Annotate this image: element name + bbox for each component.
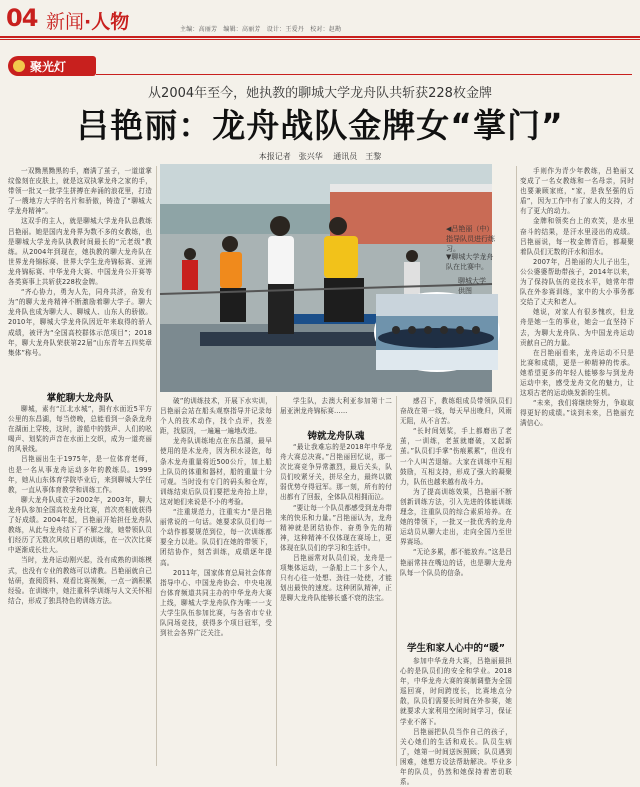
- paragraph: 在吕艳丽看来，龙舟运动不只是比赛和成绩，更是一种精神的传承。她希望更多的年轻人能够参与到龙舟运动中来，感受龙舟文化的魅力，让这项古老的运动焕发新的生机。: [520, 348, 634, 398]
- article-column-5: [520, 166, 634, 766]
- byline-reporter: 本报记者 张兴华: [258, 152, 323, 161]
- paragraph: “齐心协力，勇为人先，同舟共济，奋发有为”的聊大龙舟精神不断激励着聊大学子。聊大龙舟队也成为聊大人、聊城人、山东人的骄傲。2010年，聊城大学龙舟队因近年来取得的骄人成绩，被评为“全国高校群体示范项目”；2018年，聊大龙舟队荣获第22届“山东青年五四奖章集体”称号。: [8, 288, 152, 357]
- header-rule: [0, 36, 640, 38]
- paragraph: 为了提高训练效果，吕艳丽不断创新训练方法，引入先进的体能训练理念，注重队员的综合素质培养。在她的带领下，一批又一批优秀的龙舟运动员从聊大走出，走向全国乃至世界赛场。: [400, 487, 512, 547]
- article-column-3-lead: [280, 396, 392, 426]
- paragraph: 手则作为青少年教练，吕艳丽又变成了一名女教练和一名母亲，同时也要兼顾家庭，“家，是我坚强的后盾”，因为工作中有了家人的支持，才有了更大的动力。: [520, 167, 634, 216]
- paragraph: “无论多累，都不能放弃。”这是吕艳丽常挂在嘴边的话，也是聊大龙舟队每一个队员的信条。: [400, 548, 512, 577]
- column-rule: [156, 166, 157, 766]
- paragraph: 2007年，吕艳丽的大儿子出生，公公婆婆帮助带孩子，2014年以来，为了保持队伍的竞技水平，她常年带队在外参赛训练，家中的大小事务都交给了丈夫和老人。: [520, 257, 634, 307]
- paragraph: “未来，我们将继续努力，争取取得更好的成绩。”谈到未来，吕艳丽充满信心。: [520, 399, 634, 428]
- article-column-4: [400, 396, 512, 636]
- subhead-1: 掌舵聊大龙舟队: [46, 393, 114, 404]
- paragraph: 聊城，素有“江北水城”，拥有水面近5平方公里的东昌湖，每当傍晚，总能看到一条条龙舟在湖面上穿梭，这时，游船中的鼓声、人们的吆喝声、划桨的声音在水面上交织，成为一道亮丽的风景线。: [8, 405, 152, 454]
- paragraph: 破”的训练技术，开展下水实训，吕艳丽会站在船头观察指导并记录每个人的技术动作，找个点评，找差距，找原因，一遍遍一遍地改进。: [160, 397, 272, 436]
- column-rule: [516, 166, 517, 766]
- race-inset-photo: [374, 292, 500, 372]
- section-name-a: 新闻: [46, 11, 85, 33]
- section-name: [46, 7, 129, 34]
- page-header: [0, 0, 640, 38]
- race-scene-illustration: [376, 294, 498, 370]
- article-subtitle: 从2004年至今，她执教的聊城大学龙舟队共斩获228枚金牌: [148, 86, 492, 101]
- paragraph: 吕艳丽出生于1975年，是一位体育老师，也是一名从事龙舟运动多年的教练员。1999年，她从山东体育学院毕业后，来到聊城大学任教，一直从事体育教学和训练工作。: [8, 455, 152, 494]
- section-name-b: 人物: [91, 11, 130, 33]
- byline: [0, 151, 640, 162]
- paragraph: 这双手的主人，就是聊城大学龙舟队总教练吕艳丽。她是国内龙舟界为数不多的女教练，也是聊城大学龙舟队执教时间最长的“元老级”教练。从2004年到现在，她执教的聊大龙舟队在世界龙舟锦标赛、世界大学生龙舟锦标赛、亚洲龙舟锦标赛、中华龙舟大赛、中国龙舟公开赛等各类赛事上共斩获228枚金牌。: [8, 217, 152, 287]
- subhead-2: 铸就龙舟队魂: [307, 431, 365, 442]
- page-number: 04: [6, 4, 38, 32]
- subhead-3: 学生和家人心中的“暖”: [407, 643, 505, 654]
- badge-rule: [96, 74, 632, 75]
- paragraph: “注重规范力，注重实力”是吕艳丽常说的一句话。她要求队员们每一个动作都要规范到位，每一次训练都要全力以赴。队员们在她的带领下，团结协作，刻苦训练，成绩逐年提高。: [160, 508, 272, 567]
- editor-credits: 主编：高丽芳 编辑：高丽芳 设计：王爱丹 校对：赵勘: [180, 26, 342, 33]
- paragraph: “要让每一个队员都感受到龙舟带来的快乐和力量。”吕艳丽认为，龙舟精神就是团结协作、奋勇争先的精神，这种精神不仅体现在赛场上，更体现在队员们的学习和生活中。: [280, 503, 392, 552]
- paragraph: “最让我难忘的是2018年中华龙舟大赛总决赛。”吕艳丽回忆说，那一次比赛竞争异常激烈，最后关头，队员们咬紧牙关，拼尽全力，最终以微弱优势夺得冠军。那一刻，所有的付出都有了回报，全体队员相拥而泣。: [280, 443, 392, 502]
- article-column-2: [160, 396, 272, 766]
- photo-caption-inset: ▼聊城大学龙舟队在比赛中。: [446, 253, 494, 271]
- column-badge: [8, 56, 96, 76]
- column-rule: [396, 396, 397, 766]
- column-badge-label: 聚光灯: [30, 60, 67, 74]
- article-column-1b: [8, 404, 152, 766]
- paragraph: 聊大龙舟队成立于2002年，2003年，聊大龙舟队参加全国高校龙舟比赛，首次亮相就获得了好成绩。2004年起，吕艳丽开始担任龙舟队教练，从此与龙舟结下了不解之缘，她带领队员们经历了无数次风吹日晒的训练，在一次次比赛中逐渐成长壮大。: [8, 495, 152, 555]
- spotlight-icon: [13, 60, 25, 72]
- paragraph: 2011年，国家体育总局社会体育指导中心、中国龙舟协会、中央电视台体育频道共同主办的中华龙舟大赛上线，聊城大学龙舟队作为唯一一支大学生队伍参加比赛，与各省市专业队同场竞技，获得多个项目冠军，受到社会各界广泛关注。: [160, 568, 272, 638]
- photo-caption-main: ◀吕艳丽（中）指导队员进行练习。: [446, 225, 495, 253]
- paragraph: 吕艳丽常对队员们说，龙舟是一项集体运动，一条船上二十多个人，只有心往一处想、劲往一处使，才能划出最快的速度。这种团队精神，正是聊大龙舟队能够长盛不衰的法宝。: [280, 554, 392, 603]
- paragraph: “长时间划桨，手上都磨出了老茧，一训练，老茧就磨破，又起新茧。”队员们手掌“伤痕累累”，但没有一个人叫苦退缩。大家在训练中互相鼓励，互相支持，形成了强大的凝聚力，队伍也越来越有战斗力。: [400, 427, 512, 486]
- section-separator: ·: [84, 11, 92, 33]
- article-title: 吕艳丽：龙舟战队金牌女“掌门”: [76, 106, 564, 145]
- article-column-3: [280, 442, 392, 766]
- paragraph: 学生队，去澳大利亚参加第十二届亚洲龙舟锦标赛……: [280, 397, 392, 416]
- header-rule-thin: [0, 39, 640, 40]
- paragraph: 一双黝黑黝黑的手，磨满了茧子，一道道掌纹像刻在皮肤上，就是这双执掌龙舟之家的手，带领一批又一批学生拼搏在奔涌的浪花里，打造了一艘地方大学的名片和骄傲，铸造了“聊城大学龙舟精神”。: [8, 167, 152, 216]
- paragraph: 参加中华龙舟大赛，吕艳丽最担心的是队员们的安全和学业。2018年，中华龙舟大赛的赛制调整为全国巡回赛，时间跨度长，比赛地点分散，队员们需要长时间在外参赛，她就要求大家利用空闲时间学习，保证学业不落下。: [400, 657, 512, 726]
- byline-correspondent: 通讯员 王黎: [333, 152, 382, 161]
- paragraph: 当时，龙舟运动刚兴起，没有成熟的训练模式，也没有专业的教练可以请教。吕艳丽就自己钻研，查阅资料、观看比赛视频，一点一滴积累经验。在训练中，她注重科学训练与人文关怀相结合，形成了独具特色的训练方法。: [8, 556, 152, 605]
- paragraph: 吕艳丽把队员当作自己的孩子，关心她们的生活和成长。队员生病了，她第一时间送医照顾；队员遇到困难，她想方设法帮助解决。毕业多年的队员，仍然和她保持着密切联系。: [400, 727, 512, 787]
- paragraph: 她说，对家人有很多愧疚，但龙舟是她一生的事业，她会一直坚持下去，为聊大龙舟队、为中国龙舟运动贡献自己的力量。: [520, 308, 634, 347]
- paragraph: 感召下，教练组成员带领队员们奋战在第一线，每天早出晚归，风雨无阻，从不言苦。: [400, 397, 512, 426]
- paragraph: 龙舟队训练地点在东昌湖，最早使用的是木龙舟，因为积水浸泡，每条木龙舟重量将近500公斤，加上船上队员的体重和器材，船的重量十分可观。当时没有专门的码头和仓库，训练结束后队员们要把龙舟抬上岸，这对她们来说是不小的考验。: [160, 437, 272, 506]
- paragraph: 金牌和领奖台上的欢笑，是水里奋斗的结果，是汗水里浸出的成绩。吕艳丽说，每一枚金牌背后，都凝聚着队员们无数的汗水和泪水。: [520, 217, 634, 256]
- article-column-4b: [400, 656, 512, 787]
- article-column-1: [8, 166, 152, 388]
- photo-credit: 聊城大学 供图: [458, 277, 493, 295]
- column-rule: [276, 396, 277, 766]
